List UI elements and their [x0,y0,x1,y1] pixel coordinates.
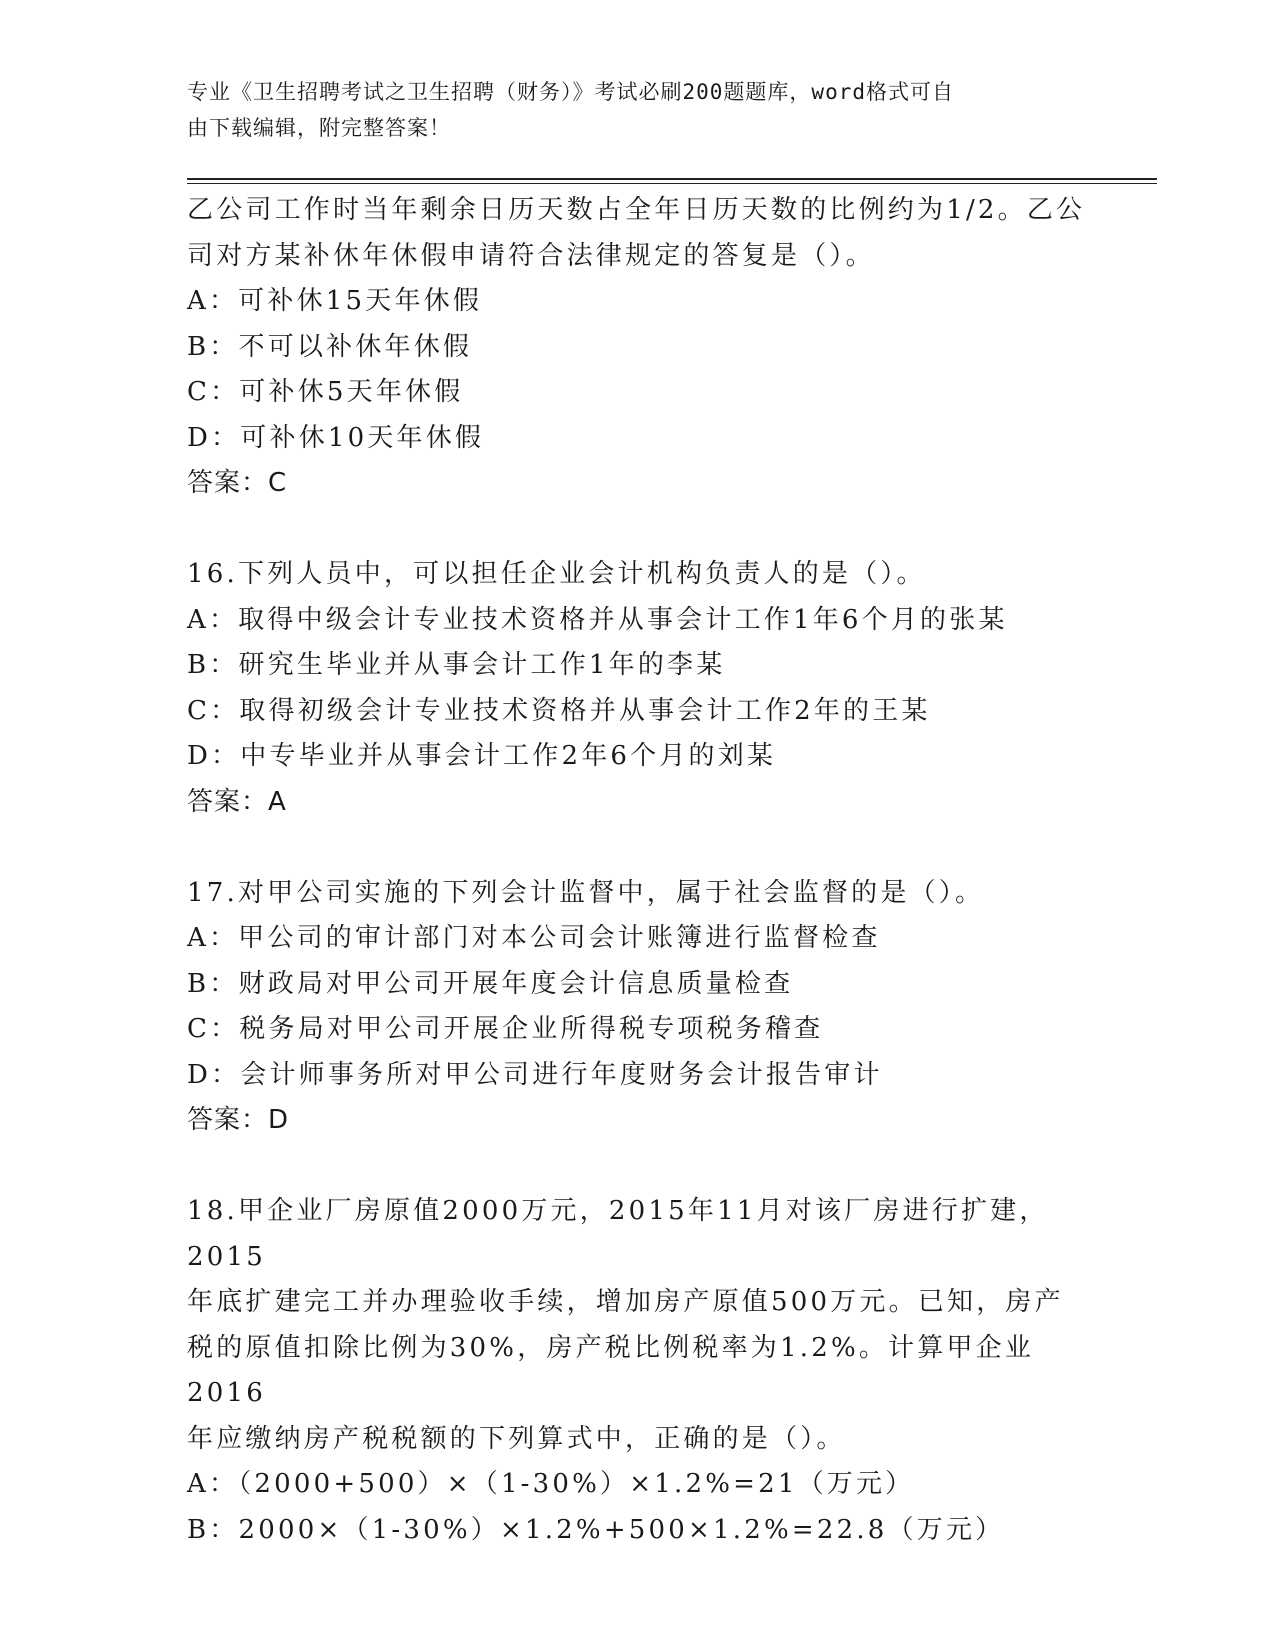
question-15-text-line-1: 乙公司工作时当年剩余日历天数占全年日历天数的比例约为1/2。乙公 [187,195,1086,225]
question-15-option-d: D：可补休10天年休假 [187,422,485,453]
spacer [187,825,1087,871]
document-header [187,74,1067,146]
question-16-option-a: A：取得中级会计专业技术资格并从事会计工作1年6个月的张某 [187,604,1008,635]
question-16-text-line-1: 16.下列人员中，可以担任企业会计机构负责人的是（）。 [187,559,926,589]
question-17-option-b: B：财政局对甲公司开展年度会计信息质量检查 [187,968,794,999]
question-15-option-b: B：不可以补休年休假 [187,331,473,362]
question-15-text-line-2: 司对方某补休年休假申请符合法律规定的答复是（）。 [187,240,875,271]
question-16-option-c: C：取得初级会计专业技术资格并从事会计工作2年的王某 [187,695,931,726]
spacer [187,1144,1087,1190]
question-15-option-a: A：可补休15天年休假 [187,286,483,316]
question-17-option-d: D：会计师事务所对甲公司进行年度财务会计报告审计 [187,1059,883,1090]
question-16-option-d: D：中专毕业并从事会计工作2年6个月的刘某 [187,741,777,771]
question-18-option-b: B：2000×（1-30%）×1.2%+500×1.2%=22.8（万元） [187,1514,1005,1545]
question-17-option-c: C：税务局对甲公司开展企业所得税专项税务稽查 [187,1014,824,1044]
question-16-block [187,552,1087,825]
header-divider-thick [187,178,1157,180]
header-line-1: 专业《卫生招聘考试之卫生招聘（财务）》考试必刷200题题库，word格式可自 [187,80,954,104]
header-divider-thin [187,183,1157,184]
question-18-text-line-3: 税的原值扣除比例为30%，房产税比例税率为1.2%。计算甲企业2016 [187,1332,1035,1408]
question-17-answer: 答案：D [187,1105,290,1135]
question-15-answer: 答案：C [187,468,288,498]
question-16-answer: 答案：A [187,786,287,817]
question-18-text-line-2: 年底扩建完工并办理验收手续，增加房产原值500万元。已知，房产 [187,1287,1064,1317]
question-17-block [187,871,1087,1144]
header-line-2: 由下载编辑，附完整答案！ [187,116,451,140]
question-18-option-a: A：（2000+500）×（1-30%）×1.2%=21（万元） [187,1469,915,1499]
spacer [187,507,1087,553]
question-18-text-line-4: 年应缴纳房产税税额的下列算式中，正确的是（）。 [187,1423,846,1454]
question-15-option-c: C：可补休5天年休假 [187,377,464,407]
question-18-text-line-1: 18.甲企业厂房原值2000万元，2015年11月对该厂房进行扩建，2015 [187,1196,1049,1272]
question-15-block [187,188,1087,507]
question-16-option-b: B：研究生毕业并从事会计工作1年的李某 [187,650,726,680]
question-17-option-a: A：甲公司的审计部门对本公司会计账簿进行监督检查 [187,923,881,953]
question-17-text-line-1: 17.对甲公司实施的下列会计监督中，属于社会监督的是（）。 [187,877,985,908]
question-content [187,188,1087,1553]
question-18-block [187,1189,1087,1553]
